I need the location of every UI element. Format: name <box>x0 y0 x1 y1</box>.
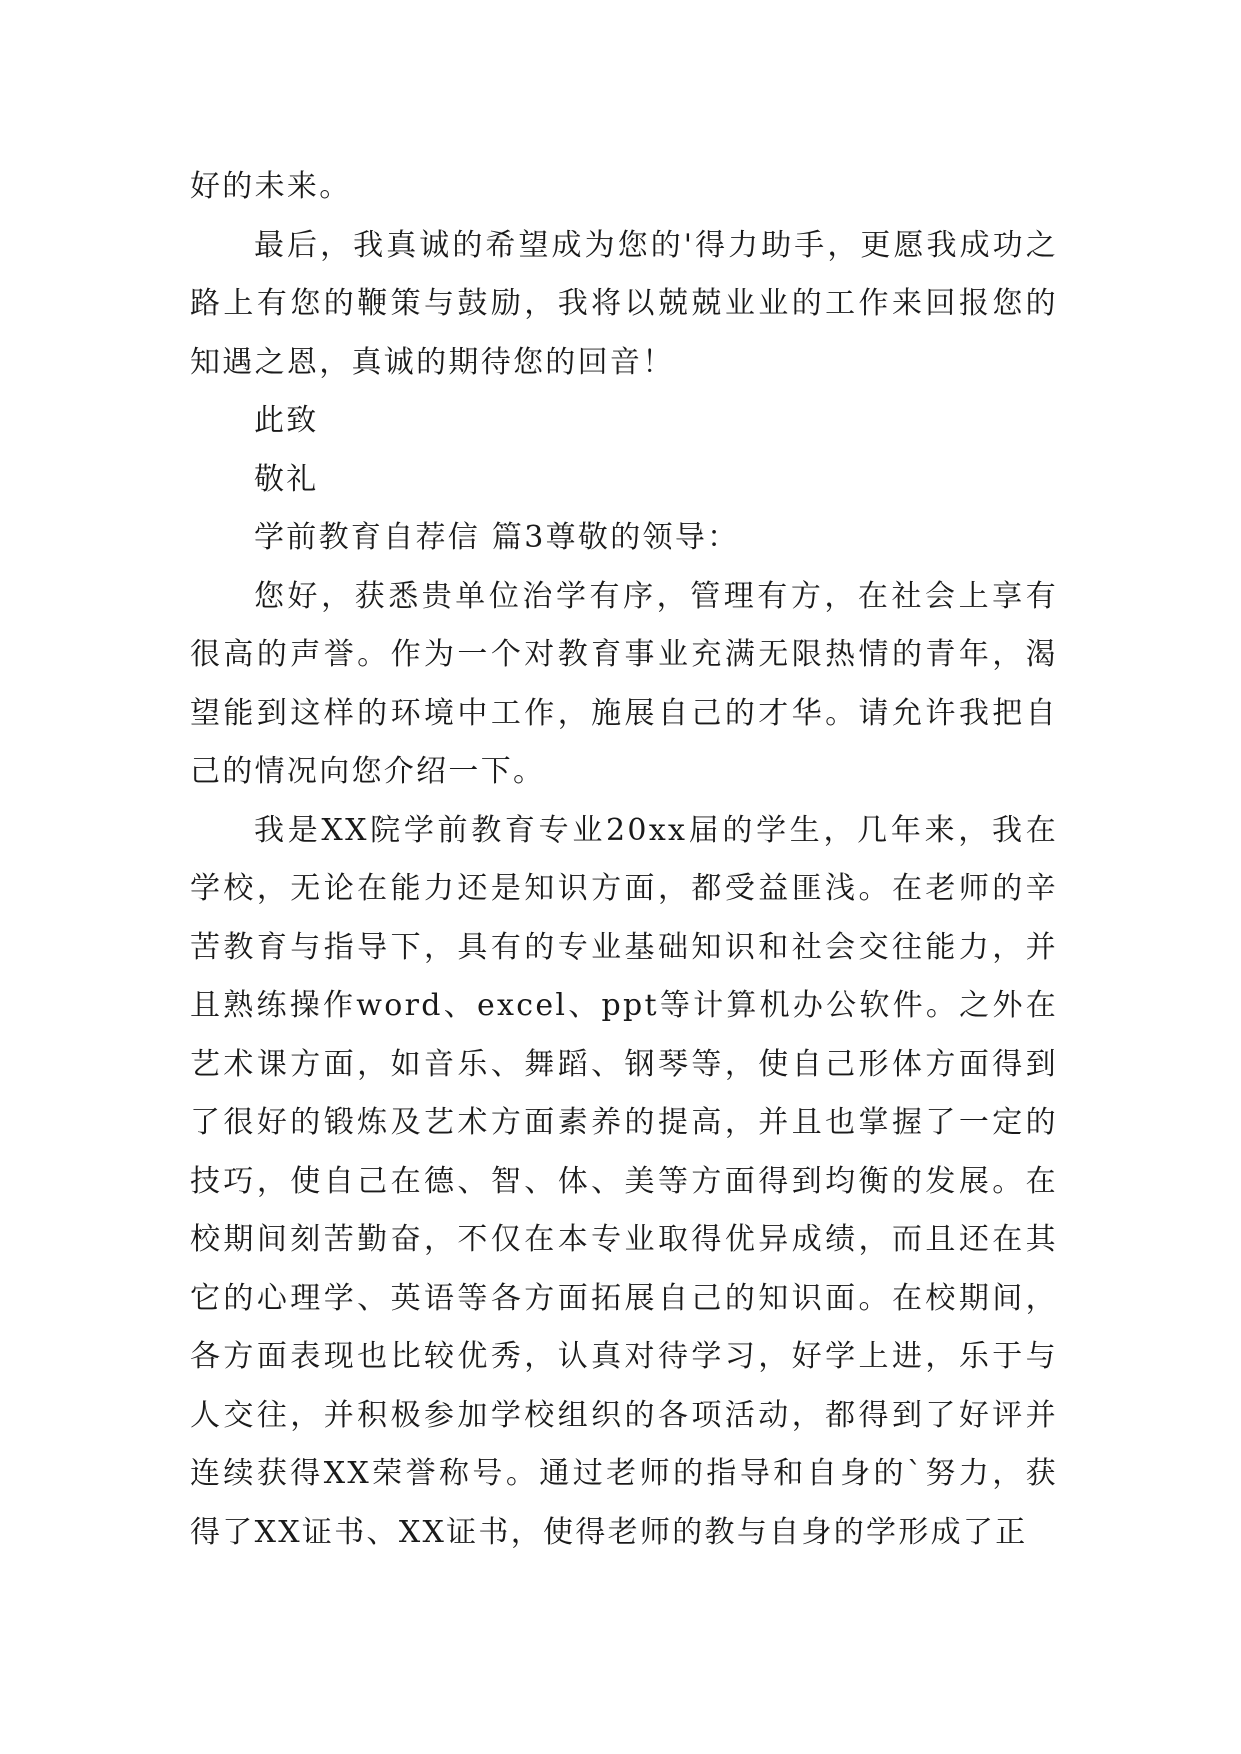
salutation-jingli: 敬礼 <box>254 461 319 497</box>
paragraph-final-wish: 最后，我真诚的希望成为您的'得力助手，更愿我成功之路上有您的鞭策与鼓励，我将以兢兢业业的工作来回报您的知遇之恩，真诚的期待您的回音！ <box>190 227 1058 380</box>
letter-body <box>190 158 1058 1562</box>
paragraph-self-introduction: 我是XX院学前教育专业20xx届的学生，几年来，我在学校，无论在能力还是知识方面，都受益匪浅。在老师的辛苦教育与指导下，具有的专业基础知识和社会交往能力，并且熟练操作word、excel、ppt等计算机办公软件。之外在艺术课方面，如音乐、舞蹈、钢琴等，使自己形体方面得到了很好的锻炼及艺术方面素养的提高，并且也掌握了一定的技巧，使自己在德、智、体、美等方面得到均衡的发展。在校期间刻苦勤奋，不仅在本专业取得优异成绩，而且还在其它的心理学、英语等各方面拓展自己的知识面。在校期间，各方面表现也比较优秀，认真对待学习，好学上进，乐于与人交往，并积极参加学校组织的各项活动，都得到了好评并连续获得XX荣誉称号。通过老师的指导和自身的`努力，获得了XX证书、XX证书，使得老师的教与自身的学形成了正 <box>190 812 1058 1550</box>
salutation-cizhi: 此致 <box>254 403 319 438</box>
paragraph-closing-line: 好的未来。 <box>190 169 352 204</box>
letter-heading-part3: 学前教育自荐信 篇3尊敬的领导： <box>254 520 740 555</box>
paragraph-greeting: 您好，获悉贵单位治学有序，管理有方，在社会上享有很高的声誉。作为一个对教育事业充满无限热情的青年，渴望能到这样的环境中工作，施展自己的才华。请允许我把自己的情况向您介绍一下。 <box>190 578 1058 789</box>
